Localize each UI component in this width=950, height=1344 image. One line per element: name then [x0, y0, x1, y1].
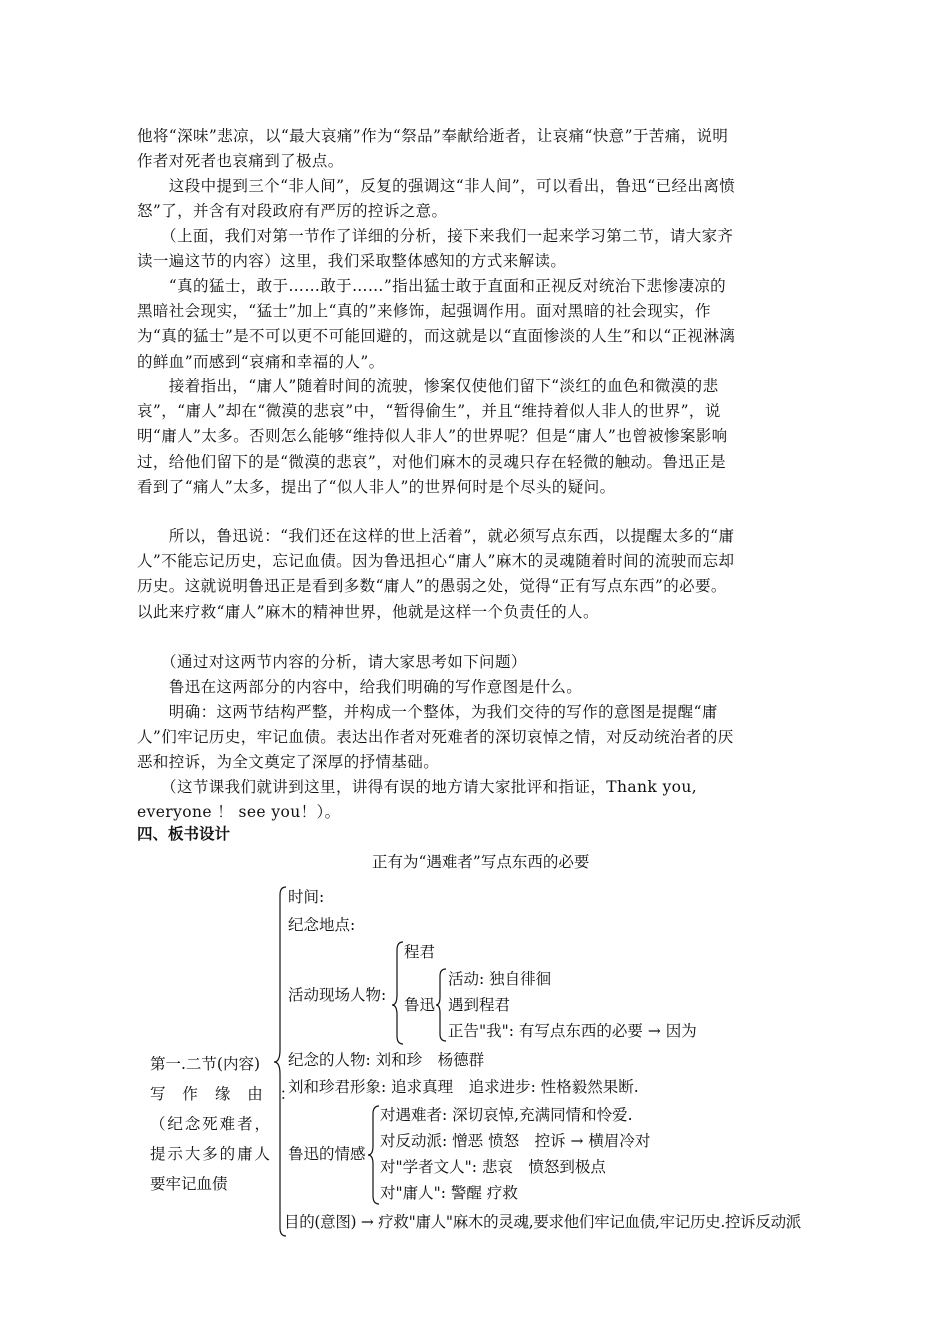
- board-emotion-2: 对反动派: 憎恶 愤怒 控诉 → 横眉冷对: [380, 1132, 651, 1150]
- paragraph-10: （这节课我们就讲到这里，讲得有误的地方请大家批评和指证，Thank you, everyone ！ see you！）。: [137, 778, 698, 822]
- paragraph-2: 这段中提到三个“非人间”，反复的强调这“非人间”，可以看出，鲁迅“已经出离愤怒”了，并含有对段政府有严厉的控诉之意。: [137, 177, 736, 221]
- paragraph-4: “真的猛士，敢于……敢于……”指出猛士敢于直面和正视反对统治下悲惨凄凉的黑暗社会现实，“猛士”加上“真的”来修饰，起强调作用。面对黑暗的社会现实，作为“真的猛士”是不可以更不可能回避的，而这就是以“直面惨淡的人生”和以“正视淋漓的鲜血”而感到“哀痛和幸福的人”。: [137, 277, 736, 371]
- board-act-3: 正告"我": 有写点东西的必要 → 因为: [448, 1022, 697, 1040]
- paragraph-3: （上面，我们对第一节作了详细的分析，接下来我们一起来学习第二节，请大家齐读一遍这节的内容）这里，我们采取整体感知的方式来解读。: [137, 227, 734, 271]
- board-act-1: 活动: 独自徘徊: [448, 970, 552, 988]
- board-time: 时间:: [288, 888, 325, 906]
- paragraph-6: 所以，鲁迅说：“我们还在这样的世上活着”，就必须写点东西，以提醒太多的“庸人”不能忘记历史，忘记血债。因为鲁迅担心“庸人”麻木的灵魂随着时间的流驶而忘却历史。这就说明鲁迅正是看到多数“庸人”的愚弱之处，觉得“正有写点东西”的必要。以此来疗救“庸人”麻木的精神世界，他就是这样一个负责任的人。: [137, 527, 735, 621]
- board-title: 正有为“遇难者”写点东西的必要: [372, 853, 590, 871]
- board-place: 纪念地点:: [288, 916, 356, 934]
- board-emotion-1: 对遇难者: 深切哀悼,充满同情和怜爱.: [380, 1106, 633, 1124]
- board-memorial: 纪念的人物: 刘和珍 杨德群: [288, 1051, 485, 1069]
- paragraph-8: 鲁迅在这两部分的内容中，给我们明确的写作意图是什么。: [137, 678, 583, 696]
- side-sub-label: 写 作 缘 由 ：: [150, 1085, 302, 1103]
- paragraph-5: 接着指出，“庸人”随着时间的流驶，惨案仅使他们留下“淡红的血色和微漠的悲哀”，“庸人”却在“微漠的悲哀”中，“暂得偷生”，并且“维持着似人非人的世界”，说明“庸人”太多。否则怎么能够“维持似人非人”的世界呢？但是“庸人”也曾被惨案影响过，给他们留下的是“微漠的悲哀”，对他们麻木的灵魂只存在轻微的触动。鲁迅正是看到了“痛人”太多，提出了“似人非人”的世界何时是个尽头的疑问。: [137, 377, 728, 496]
- board-people-label: 活动现场人物:: [288, 986, 387, 1004]
- board-purpose: 目的(意图) → 疗救"庸人"麻木的灵魂,要求他们牢记血债,牢记历史.控诉反动派: [284, 1213, 801, 1231]
- board-emotion-label: 鲁迅的情感: [288, 1145, 366, 1163]
- section-heading: 四、板书设计: [137, 825, 231, 843]
- paragraph-1: 他将“深味”悲凉，以“最大哀痛”作为“祭品”奉献给逝者，让哀痛“快意”于苦痛，说明作者对死者也哀痛到了极点。: [137, 127, 729, 171]
- side-main-label: 第一.二节(内容): [150, 1055, 261, 1073]
- paragraph-9: 明确：这两节结构严整，并构成一个整体，为我们交待的写作的意图是提醒“庸人”们牢记历史，牢记血债。表达出作者对死难者的深切哀悼之情，对反动统治者的厌恶和控诉，为全文奠定了深厚的抒情基础。: [137, 703, 734, 772]
- board-luxun: 鲁迅: [404, 996, 436, 1014]
- board-side-label: [150, 1049, 302, 1207]
- side-note: （纪念死难者，提示大多的庸人要牢记血债: [150, 1115, 270, 1193]
- board-cheng: 程君: [404, 943, 436, 961]
- board-emotion-3: 对"学者文人": 悲哀 愤怒到极点: [380, 1158, 606, 1176]
- board-image: 刘和珍君形象: 追求真理 追求进步: 性格毅然果断.: [288, 1078, 639, 1096]
- board-emotion-4: 对"庸人": 警醒 疗救: [380, 1184, 518, 1202]
- board-act-2: 遇到程君: [448, 996, 511, 1014]
- paragraph-7: （通过对这两节内容的分析，请大家思考如下问题）: [137, 653, 527, 671]
